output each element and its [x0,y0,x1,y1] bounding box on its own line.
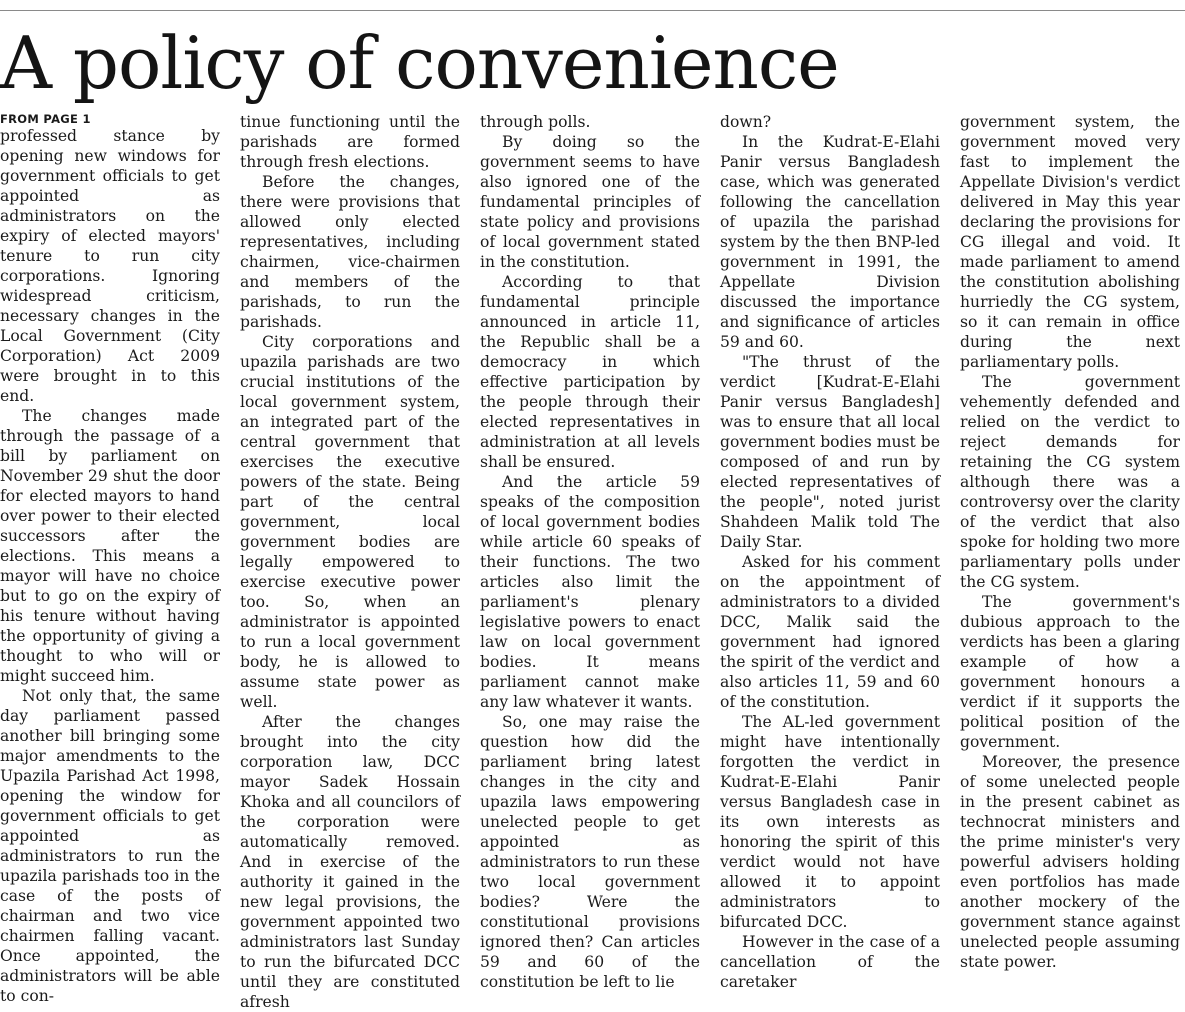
paragraph: The government vehemently defended and relied on the verdict to reject demands for retaining the CG system although there was a controversy over the clarity of the verdict that also spoke for holding two more parliamentary polls under the CG system. [960,373,1180,591]
paragraph: down? [720,113,772,131]
paragraph: government system, the government moved very fast to implement the Appellate Division's verdict delivered in May this year declaring the provisions for CG illegal and void. It made parliament to amend the constitution abolishing hurriedly the CG system, so it can remain in office during the next parliamentary polls. [960,113,1180,371]
paragraph: "The thrust of the verdict [Kudrat-E-Elahi Panir versus Bangladesh] was to ensure that all local government bodies must be composed of and run by elected representatives of the people", noted jurist Shahdeen Malik told The Daily Star. [720,353,940,551]
paragraph: After the changes brought into the city corporation law, DCC mayor Sadek Hossain Khoka and all councilors of the corporation were automatically removed. And in exercise of the authority it gained in the new legal provisions, the government appointed two administrators last Sunday to run the bifurcated DCC until they are constituted afresh [240,713,460,1011]
paragraph: through polls. [480,113,591,131]
paragraph: However in the case of a cancellation of the caretaker [720,933,940,991]
top-rule [0,10,1185,11]
paragraph: professed stance by opening new windows for government officials to get appointed as administrators on the expiry of elected mayors' tenure to run city corporations. Ignoring widespread criticism, necessary changes in the Local Government (City Corporation) Act 2009 were brought in to this end. [0,127,220,405]
paragraph: Asked for his comment on the appointment of administrators to a divided DCC, Malik said the government had ignored the spirit of the verdict and also articles 11, 59 and 60 of the constitution. [720,553,940,711]
paragraph: So, one may raise the question how did the parliament bring latest changes in the city and upazila laws empowering unelected people to get appointed as administrators to run these two local government bodies? Were the constitutional provisions ignored then? Can articles 59 and 60 of the constitution be left to lie [480,713,700,991]
paragraph: In the Kudrat-E-Elahi Panir versus Bangladesh case, which was generated following the cancellation of upazila the parishad system by the then BNP-led government in 1991, the Appellate Division discussed the importance and significance of articles 59 and 60. [720,133,940,351]
column-2 [240,112,460,1011]
column-5 [960,112,1180,971]
column-3 [480,112,700,991]
paragraph: The AL-led government might have intentionally forgotten the verdict in Kudrat-E-Elahi Panir versus Bangladesh case in its own interests as honoring the spirit of this verdict would not have allowed it to appoint administrators to bifurcated DCC. [720,713,940,931]
paragraph: According to that fundamental principle announced in article 11, the Republic shall be a democracy in which effective participation by the people through their elected representatives in administration at all levels shall be ensured. [480,273,700,471]
paragraph: And the article 59 speaks of the composition of local government bodies while article 60 speaks of their functions. The two articles also limit the parliament's plenary legislative powers to enact law on local government bodies. It means parliament cannot make any law whatever it wants. [480,473,700,711]
paragraph: The changes made through the passage of a bill by parliament on November 29 shut the door for elected mayors to hand over power to their elected successors after the elections. This means a mayor will have no choice but to go on the expiry of his tenure without having the opportunity of giving a thought to who will or might succeed him. [0,407,220,685]
paragraph: tinue functioning until the parishads are formed through fresh elections. [240,113,460,171]
paragraph: Not only that, the same day parliament passed another bill bringing some major amendments to the Upazila Parishad Act 1998, opening the window for government officials to get appointed as administrators to run the upazila parishads too in the case of the posts of chairman and two vice chairmen falling vacant. Once appointed, the administrators will be able to con- [0,687,220,1005]
paragraph: The government's dubious approach to the verdicts has been a glaring example of how a government honours a verdict if it supports the political position of the government. [960,593,1180,751]
column-4 [720,112,940,991]
headline: A policy of convenience [0,21,839,105]
paragraph: Moreover, the presence of some unelected people in the present cabinet as technocrat ministers and the prime minister's very powerful advisers holding even portfolios has made another mockery of the government stance against unelected people assuming state power. [960,753,1180,971]
paragraph: By doing so the government seems to have also ignored one of the fundamental principles of state policy and provisions of local government stated in the constitution. [480,133,700,271]
paragraph: City corporations and upazila parishads are two crucial institutions of the local government system, an integrated part of the central government that exercises the executive powers of the state. Being part of the central government, local government bodies are legally empowered to exercise executive power too. So, when an administrator is appointed to run a local government body, he is allowed to assume state power as well. [240,333,460,711]
column-1 [0,112,220,1005]
jump-label: FROM PAGE 1 [0,112,91,126]
paragraph: Before the changes, there were provisions that allowed only elected representatives, including chairmen, vice-chairmen and members of the parishads, to run the parishads. [240,173,460,331]
